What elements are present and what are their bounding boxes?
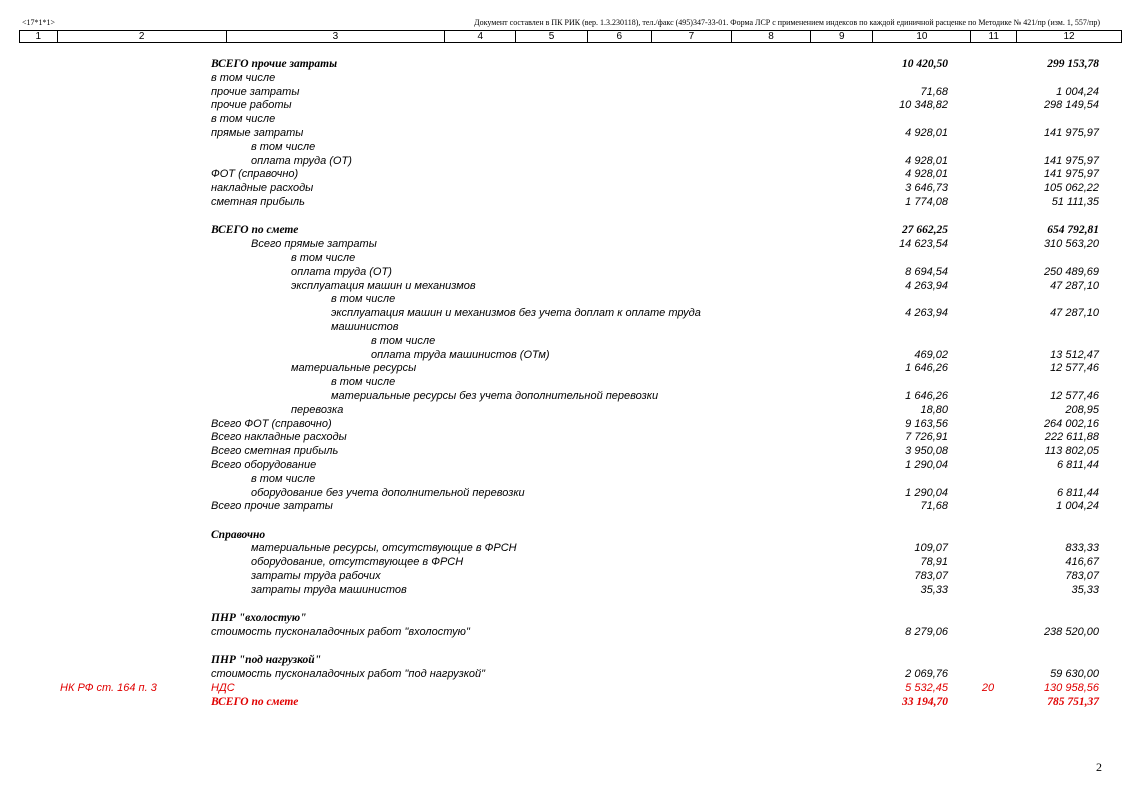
row-value-col12: 1 004,24 bbox=[1056, 500, 1099, 513]
row-label: НДС bbox=[211, 682, 235, 695]
estimate-row bbox=[0, 349, 1122, 363]
row-label: Всего ФОТ (справочно) bbox=[211, 417, 332, 430]
estimate-row bbox=[0, 155, 1122, 169]
estimate-row bbox=[0, 113, 1122, 127]
estimate-row bbox=[0, 58, 1122, 72]
row-label: оборудование, отсутствующее в ФРСН bbox=[251, 556, 464, 569]
row-label: Всего прямые затраты bbox=[251, 238, 377, 251]
row-value-col10: 4 263,94 bbox=[905, 307, 948, 320]
row-value-col10: 78,91 bbox=[920, 556, 948, 569]
row-label: в том числе bbox=[251, 140, 316, 153]
row-label: оплата труда машинистов (ОТм) bbox=[371, 348, 550, 361]
row-value-col12: 785 751,37 bbox=[1047, 695, 1099, 708]
row-value-col12: 51 111,35 bbox=[1051, 195, 1099, 208]
row-value-col10: 71,68 bbox=[920, 85, 948, 98]
estimate-row bbox=[0, 529, 1122, 543]
row-value-col12: 113 802,05 bbox=[1044, 445, 1099, 458]
row-label: оборудование без учета дополнительной перевозки bbox=[251, 486, 525, 499]
row-value-col10: 4 928,01 bbox=[905, 154, 948, 167]
row-label: материальные ресурсы, отсутствующие в ФРСН bbox=[251, 542, 517, 555]
row-value-col12: 130 958,56 bbox=[1043, 682, 1099, 695]
estimate-row bbox=[0, 542, 1122, 556]
row-value-col10: 10 420,50 bbox=[902, 58, 948, 70]
estimate-body bbox=[0, 58, 1122, 710]
row-value-col12: 264 002,16 bbox=[1043, 417, 1099, 430]
row-value-col10: 469,02 bbox=[914, 348, 948, 361]
row-value-col12: 310 563,20 bbox=[1043, 238, 1099, 251]
row-value-col12: 12 577,46 bbox=[1050, 362, 1099, 375]
row-value-col10: 33 194,70 bbox=[902, 695, 948, 708]
row-label: Всего прочие затраты bbox=[211, 500, 333, 513]
row-value-col12: 6 811,44 bbox=[1056, 486, 1099, 499]
estimate-row bbox=[0, 654, 1122, 668]
row-label: эксплуатация машин и механизмов без учета доплат к оплате труда bbox=[331, 307, 701, 320]
row-label: сметная прибыль bbox=[211, 195, 305, 208]
row-value-col12: 416,67 bbox=[1065, 556, 1099, 569]
column-number-5: 5 bbox=[516, 31, 587, 43]
row-label: ПНР "вхолостую" bbox=[211, 612, 307, 625]
row-spacer bbox=[0, 514, 1122, 529]
row-value-col12: 208,95 bbox=[1065, 403, 1099, 416]
row-value-col10: 3 646,73 bbox=[905, 182, 948, 195]
row-label: ПНР "под нагрузкой" bbox=[211, 654, 322, 667]
row-label: прочие работы bbox=[211, 99, 292, 112]
row-label: эксплуатация машин и механизмов bbox=[291, 279, 476, 292]
estimate-row bbox=[0, 238, 1122, 252]
row-value-col10: 5 532,45 bbox=[905, 682, 948, 695]
column-number-12: 12 bbox=[1017, 31, 1122, 43]
row-value-col11: 20 bbox=[981, 682, 995, 695]
row-value-col12: 13 512,47 bbox=[1050, 348, 1099, 361]
estimate-row bbox=[0, 293, 1122, 307]
estimate-row bbox=[0, 335, 1122, 349]
estimate-row bbox=[0, 431, 1122, 445]
row-value-col12: 654 792,81 bbox=[1047, 224, 1099, 237]
row-label: затраты труда машинистов bbox=[251, 583, 407, 596]
row-label: в том числе bbox=[331, 293, 396, 306]
estimate-row bbox=[0, 168, 1122, 182]
row-value-col12: 299 153,78 bbox=[1047, 58, 1099, 70]
row-label: прочие затраты bbox=[211, 85, 300, 98]
row-value-col10: 8 279,06 bbox=[905, 626, 948, 639]
row-label: материальные ресурсы без учета дополнительной перевозки bbox=[331, 389, 659, 402]
estimate-row bbox=[0, 72, 1122, 86]
row-value-col12: 833,33 bbox=[1065, 542, 1099, 555]
row-label: в том числе bbox=[331, 376, 396, 389]
row-value-col10: 1 774,08 bbox=[905, 195, 948, 208]
estimate-row bbox=[0, 584, 1122, 598]
row-label: стоимость пусконаладочных работ "под нагрузкой" bbox=[211, 668, 486, 681]
column-number-2: 2 bbox=[57, 31, 226, 43]
estimate-row bbox=[0, 696, 1122, 710]
row-label: ФОТ (справочно) bbox=[211, 168, 299, 181]
row-spacer bbox=[0, 598, 1122, 613]
row-label: перевозка bbox=[291, 403, 344, 416]
row-label: машинистов bbox=[331, 320, 399, 333]
row-value-col10: 1 646,26 bbox=[905, 362, 948, 375]
row-value-col10: 4 928,01 bbox=[905, 126, 948, 139]
row-value-col10: 8 694,54 bbox=[905, 265, 948, 278]
estimate-row bbox=[0, 307, 1122, 321]
column-number-3: 3 bbox=[226, 31, 444, 43]
row-label: ВСЕГО прочие затраты bbox=[211, 58, 338, 70]
estimate-row bbox=[0, 556, 1122, 570]
column-number-6: 6 bbox=[587, 31, 651, 43]
estimate-row bbox=[0, 252, 1122, 266]
estimate-row bbox=[0, 500, 1122, 514]
row-value-col12: 35,33 bbox=[1071, 583, 1099, 596]
column-number-1: 1 bbox=[20, 31, 58, 43]
row-value-col10: 1 646,26 bbox=[905, 389, 948, 402]
estimate-row bbox=[0, 99, 1122, 113]
row-label: в том числе bbox=[251, 472, 316, 485]
row-value-col10: 10 348,82 bbox=[899, 99, 948, 112]
row-label: в том числе bbox=[211, 113, 276, 126]
row-label: стоимость пусконаладочных работ "вхолостую" bbox=[211, 626, 470, 639]
estimate-row bbox=[0, 196, 1122, 210]
column-number-4: 4 bbox=[445, 31, 516, 43]
row-value-col12: 12 577,46 bbox=[1050, 389, 1099, 402]
document-code: <17*1*1> bbox=[22, 18, 56, 27]
column-number-9: 9 bbox=[811, 31, 873, 43]
estimate-row bbox=[0, 570, 1122, 584]
column-number-header bbox=[19, 30, 1122, 43]
row-label: в том числе bbox=[291, 251, 356, 264]
row-label: затраты труда рабочих bbox=[251, 570, 381, 583]
column-number-10: 10 bbox=[873, 31, 971, 43]
estimate-row bbox=[0, 459, 1122, 473]
estimate-row bbox=[0, 404, 1122, 418]
column-number-11: 11 bbox=[971, 31, 1017, 43]
row-value-col12: 47 287,10 bbox=[1050, 279, 1099, 292]
row-spacer bbox=[0, 640, 1122, 655]
estimate-row bbox=[0, 266, 1122, 280]
row-value-col10: 71,68 bbox=[920, 500, 948, 513]
row-value-col10: 109,07 bbox=[914, 542, 948, 555]
estimate-row bbox=[0, 86, 1122, 100]
estimate-row bbox=[0, 612, 1122, 626]
estimate-row bbox=[0, 626, 1122, 640]
row-label: ВСЕГО по смете bbox=[211, 695, 299, 708]
row-label: оплата труда (ОТ) bbox=[291, 265, 392, 278]
row-label: прямые затраты bbox=[211, 126, 304, 139]
estimate-row bbox=[0, 390, 1122, 404]
estimate-row bbox=[0, 182, 1122, 196]
row-value-col10: 783,07 bbox=[914, 570, 948, 583]
row-value-col12: 6 811,44 bbox=[1056, 458, 1099, 471]
estimate-row bbox=[0, 376, 1122, 390]
row-value-col12: 250 489,69 bbox=[1043, 265, 1099, 278]
row-value-col12: 105 062,22 bbox=[1043, 182, 1099, 195]
row-value-col12: 141 975,97 bbox=[1043, 154, 1099, 167]
row-value-col12: 783,07 bbox=[1065, 570, 1099, 583]
row-label: Справочно bbox=[211, 528, 266, 541]
row-value-col10: 14 623,54 bbox=[899, 238, 948, 251]
row-label: в том числе bbox=[371, 334, 436, 347]
estimate-row bbox=[0, 224, 1122, 238]
row-value-col10: 18,80 bbox=[920, 403, 948, 416]
estimate-row bbox=[0, 445, 1122, 459]
row-value-col10: 9 163,56 bbox=[905, 417, 948, 430]
estimate-row bbox=[0, 321, 1122, 335]
row-value-col10: 3 950,08 bbox=[905, 445, 948, 458]
document-header-note: Документ составлен в ПК РИК (вер. 1.3.230118), тел./факс (495)347-33-01. Форма ЛСР с применением индексов по каждой единичной расценке по Методике № 421/пр (изм. 1, 557/пр) bbox=[474, 18, 1100, 27]
row-value-col10: 4 263,94 bbox=[905, 279, 948, 292]
estimate-row bbox=[0, 418, 1122, 432]
estimate-row bbox=[0, 280, 1122, 294]
row-label: оплата труда (ОТ) bbox=[251, 154, 352, 167]
row-value-col12: 238 520,00 bbox=[1043, 626, 1099, 639]
row-value-col10: 4 928,01 bbox=[905, 168, 948, 181]
row-label: накладные расходы bbox=[211, 182, 314, 195]
column-number-8: 8 bbox=[732, 31, 811, 43]
estimate-row bbox=[0, 127, 1122, 141]
row-spacer bbox=[0, 210, 1122, 225]
row-label: Всего накладные расходы bbox=[211, 431, 347, 444]
row-value-col12: 222 611,88 bbox=[1044, 431, 1099, 444]
row-label: в том числе bbox=[211, 71, 276, 84]
row-value-col12: 1 004,24 bbox=[1056, 85, 1099, 98]
column-number-7: 7 bbox=[651, 31, 731, 43]
row-label: материальные ресурсы bbox=[291, 362, 417, 375]
estimate-row bbox=[0, 473, 1122, 487]
row-basis: НК РФ ст. 164 п. 3 bbox=[60, 682, 157, 695]
row-value-col12: 298 149,54 bbox=[1043, 99, 1099, 112]
row-value-col10: 1 290,04 bbox=[905, 486, 948, 499]
row-value-col10: 27 662,25 bbox=[902, 224, 948, 237]
row-value-col12: 59 630,00 bbox=[1050, 668, 1099, 681]
row-value-col12: 141 975,97 bbox=[1043, 126, 1099, 139]
estimate-row bbox=[0, 362, 1122, 376]
row-label: Всего оборудование bbox=[211, 458, 317, 471]
row-value-col10: 35,33 bbox=[920, 583, 948, 596]
row-value-col10: 1 290,04 bbox=[905, 458, 948, 471]
page-number: 2 bbox=[1096, 760, 1102, 774]
row-value-col12: 141 975,97 bbox=[1043, 168, 1099, 181]
row-value-col10: 7 726,91 bbox=[905, 431, 948, 444]
row-label: Всего сметная прибыль bbox=[211, 445, 339, 458]
estimate-row bbox=[0, 682, 1122, 696]
row-value-col10: 2 069,76 bbox=[905, 668, 948, 681]
estimate-row bbox=[0, 141, 1122, 155]
row-label: ВСЕГО по смете bbox=[211, 224, 299, 237]
estimate-row bbox=[0, 668, 1122, 682]
row-value-col12: 47 287,10 bbox=[1050, 307, 1099, 320]
estimate-row bbox=[0, 487, 1122, 501]
